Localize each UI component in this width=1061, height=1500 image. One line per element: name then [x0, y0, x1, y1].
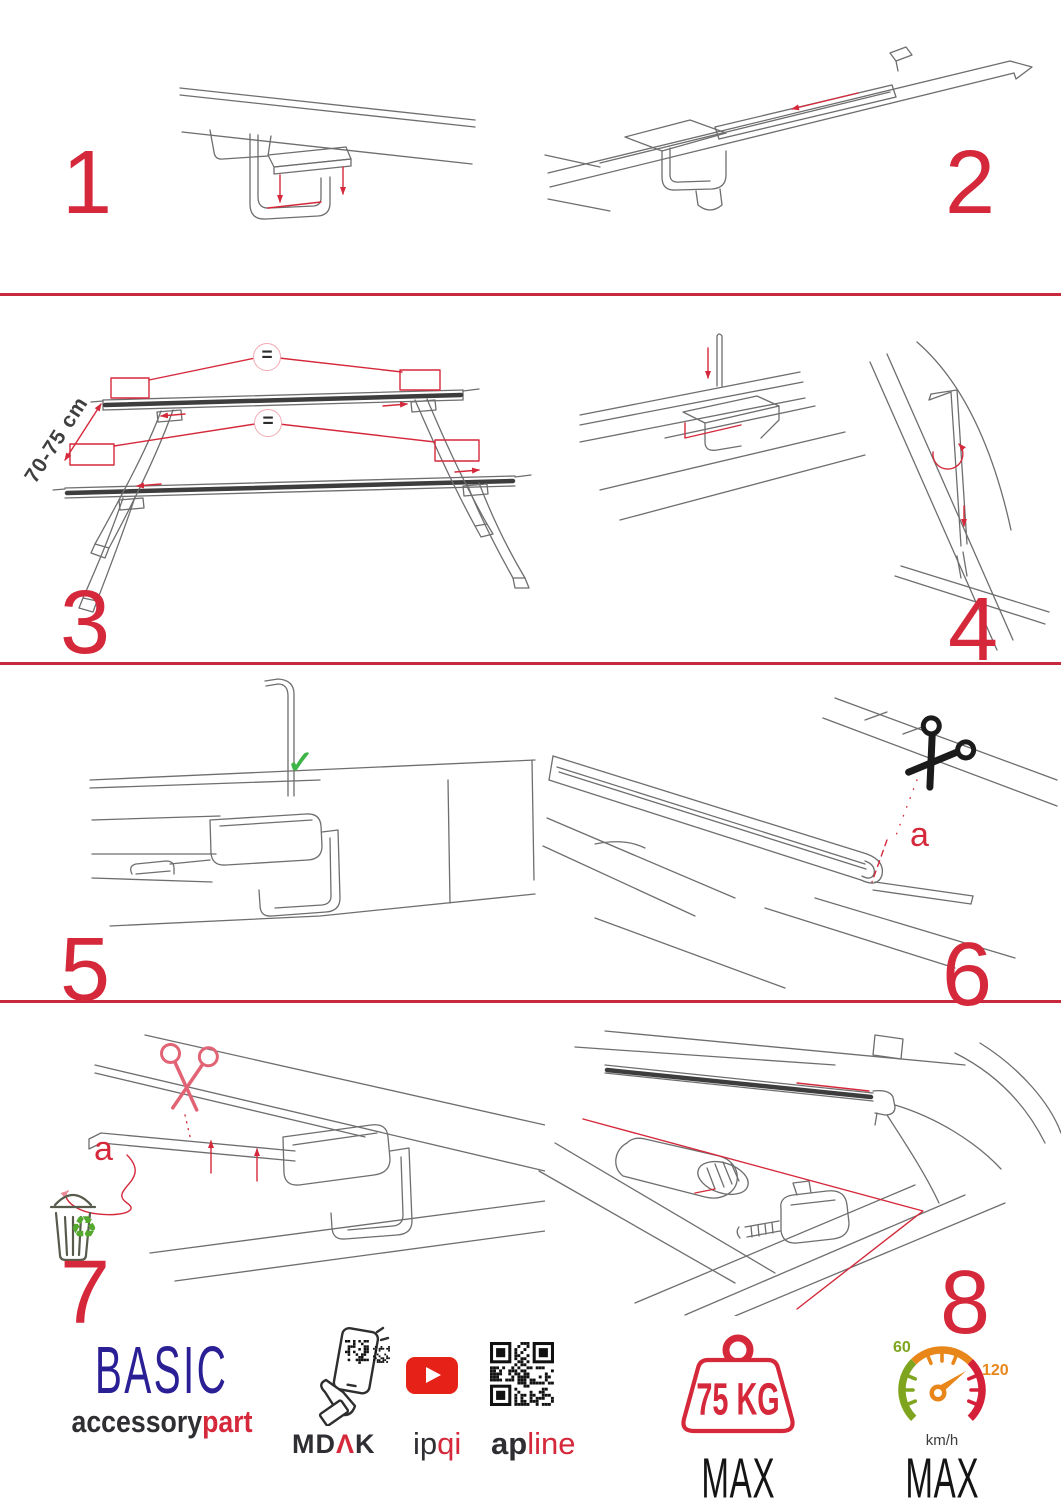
- apline-logo: apline: [491, 1426, 576, 1461]
- bar-distance-label: 70-75 cm: [20, 392, 93, 488]
- scissors-icon: [157, 1044, 218, 1112]
- step1-illustration: [150, 12, 480, 277]
- youtube-icon: [406, 1357, 458, 1394]
- zoom-callout-frame: [583, 1083, 923, 1309]
- step-number-5: 5: [60, 920, 111, 1020]
- section-divider: [0, 1000, 1061, 1003]
- gauge-tick-60: 60: [893, 1339, 911, 1356]
- slide-arrow: [792, 93, 858, 109]
- step-number-2: 2: [945, 133, 996, 233]
- scan-qr-phone-icon: [313, 1326, 397, 1426]
- youtube-play-triangle: [426, 1367, 441, 1383]
- scissors-icon: [895, 715, 976, 797]
- step-number-4: 4: [948, 580, 999, 680]
- step-number-8: 8: [940, 1253, 991, 1353]
- accessorypart-logo: accessorypart: [71, 1405, 253, 1440]
- mdak-logo: MDΛK: [292, 1429, 376, 1459]
- gauge-tick-120: 120: [982, 1362, 1009, 1379]
- qr-code: [490, 1342, 554, 1406]
- brand-block: [62, 1334, 262, 1440]
- step-number-3: 3: [60, 573, 111, 673]
- step-number-1: 1: [62, 133, 113, 233]
- equal-spacing-badge: =: [254, 409, 282, 437]
- basic-logo: BASIC: [95, 1334, 229, 1409]
- max-speed-label: MAX: [905, 1446, 979, 1500]
- equal-spacing-badge: =: [253, 343, 281, 371]
- speed-unit-label: km/h: [925, 1432, 959, 1449]
- part-a-label: a: [94, 1130, 113, 1168]
- max-load-value: 75 KG: [696, 1373, 780, 1425]
- step-number-6: 6: [942, 925, 993, 1025]
- check-icon: ✓: [287, 744, 314, 780]
- section-divider: [0, 662, 1061, 665]
- recycle-icon: ♻: [70, 1210, 98, 1245]
- max-load-label: MAX: [701, 1446, 775, 1500]
- step-number-7: 7: [60, 1243, 111, 1343]
- section-divider: [0, 293, 1061, 296]
- part-a-label: a: [910, 816, 929, 854]
- ipqi-logo: ipqi: [413, 1426, 462, 1461]
